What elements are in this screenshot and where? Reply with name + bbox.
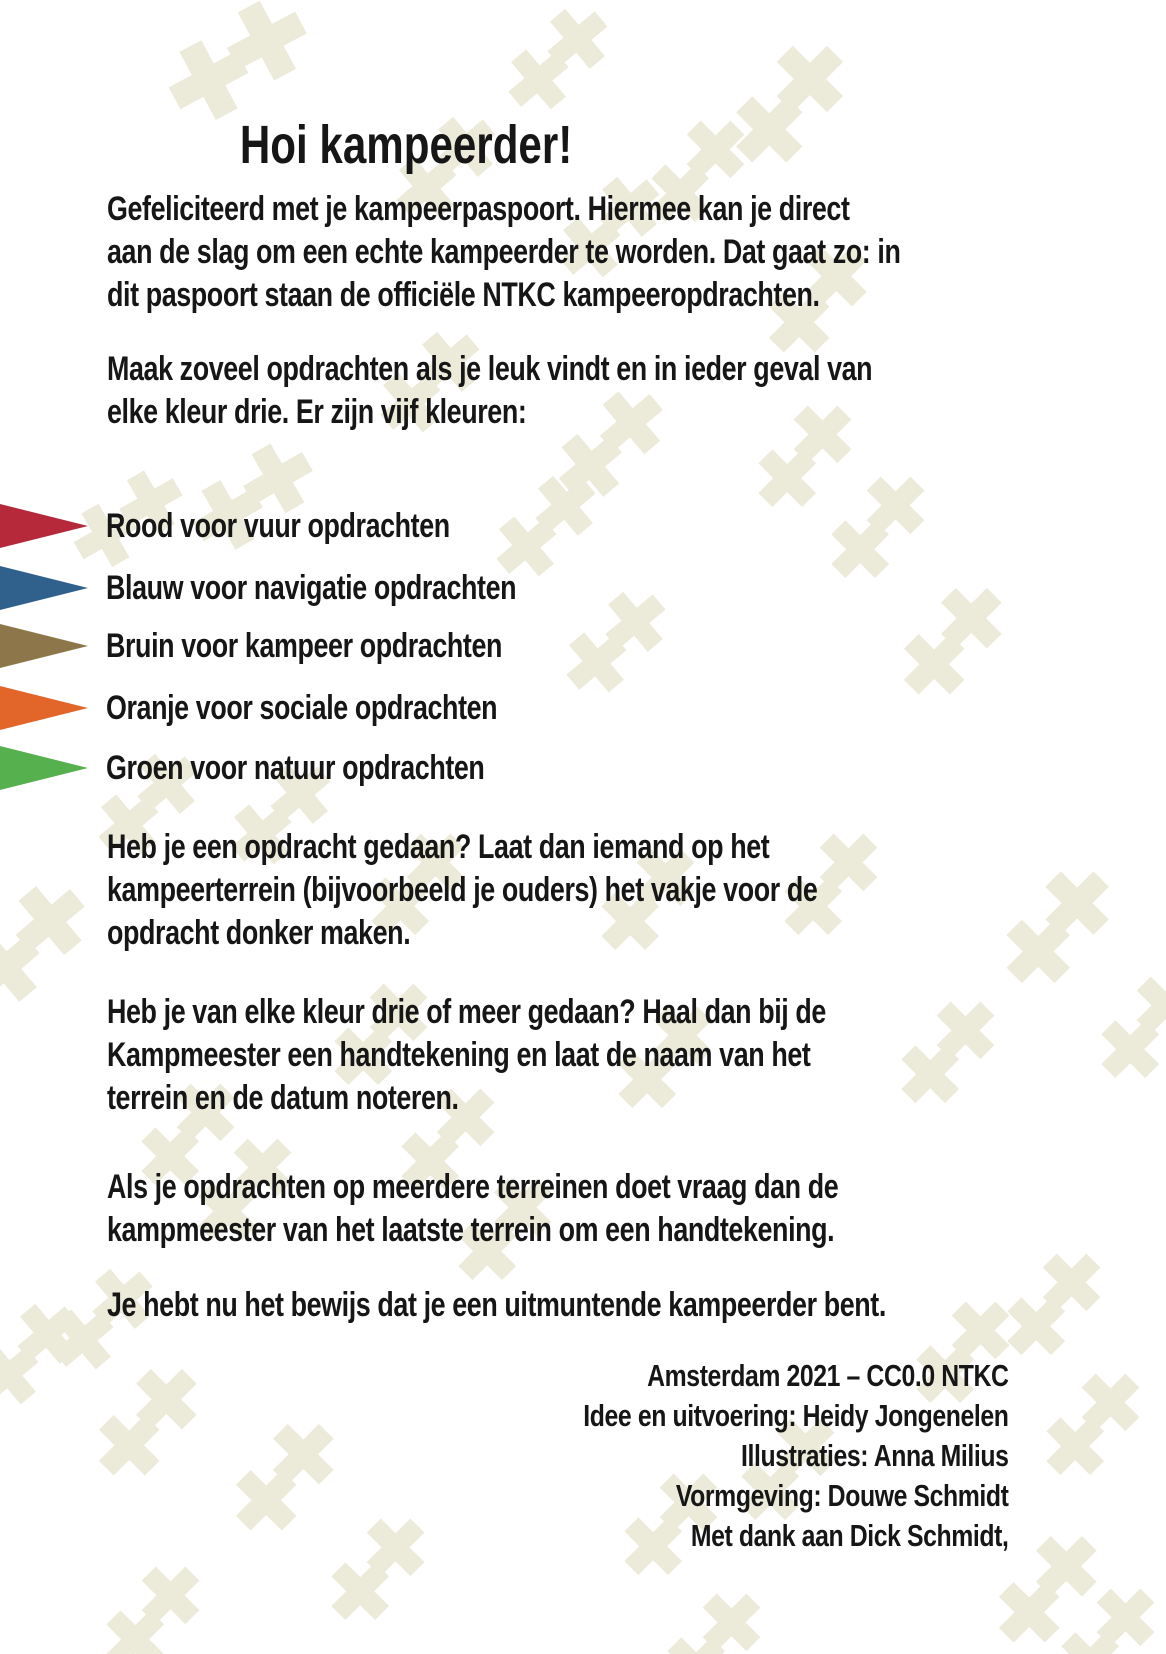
flag-pennant-icon bbox=[0, 566, 88, 610]
plus-shape bbox=[688, 1579, 776, 1654]
hash-watermark-icon bbox=[155, 0, 325, 133]
closing-paragraph bbox=[107, 1284, 886, 1327]
hash-watermark-icon bbox=[885, 988, 1015, 1118]
hash-watermark-icon bbox=[315, 1505, 445, 1635]
credit-line: Amsterdam 2021 – CC0.0 NTKC bbox=[646, 1358, 1008, 1393]
paragraph-line: Heb je een opdracht gedaan? Laat dan iemand op het bbox=[107, 828, 770, 866]
credit-line: Vormgeving: Douwe Schmidt bbox=[675, 1478, 1008, 1513]
flag-pennant-icon bbox=[0, 746, 88, 790]
hash-watermark-icon bbox=[1085, 963, 1166, 1093]
signature-paragraph bbox=[107, 991, 826, 1120]
hash-watermark-icon bbox=[493, 0, 626, 123]
legend-label: Groen voor natuur opdrachten bbox=[106, 748, 485, 787]
credit-line: Idee en uitvoering: Heidy Jongenelen bbox=[582, 1398, 1008, 1433]
paragraph-line: kampmeester van het laatste terrein om een handtekening. bbox=[107, 1211, 835, 1249]
hash-watermark-icon bbox=[219, 1410, 356, 1547]
intro-paragraph bbox=[107, 188, 900, 317]
flag-pennant-icon bbox=[0, 624, 88, 668]
hash-watermark-icon bbox=[815, 463, 945, 593]
multiple-terrains-paragraph bbox=[107, 1166, 838, 1252]
paragraph-line: Gefeliciteerd met je kampeerpaspoort. Hiermee kan je direct bbox=[107, 190, 850, 228]
hash-watermark-icon bbox=[1030, 1360, 1160, 1490]
paragraph-line: dit paspoort staan de officiële NTKC kampeeropdrachten. bbox=[107, 276, 820, 314]
paragraph-line: opdracht donker maken. bbox=[107, 914, 411, 952]
hash-watermark-icon bbox=[82, 1355, 219, 1492]
paragraph-line: Kampmeester een handtekening en laat de naam van het bbox=[107, 1036, 811, 1074]
credit-line: Illustraties: Anna Milius bbox=[740, 1438, 1008, 1473]
legend-item-bruin bbox=[0, 624, 607, 668]
legend-label: Rood voor vuur opdrachten bbox=[106, 506, 450, 545]
legend-item-rood bbox=[0, 504, 541, 548]
legend-label: Bruin voor kampeer opdrachten bbox=[106, 626, 503, 665]
paragraph-line: Je hebt nu het bewijs dat je een uitmuntende kampeerder bent. bbox=[107, 1286, 886, 1324]
paragraph-line: kampeerterrein (bijvoorbeeld je ouders) het vakje voor de bbox=[107, 871, 818, 909]
paragraph-line: Als je opdrachten op meerdere terreinen doet vraag dan de bbox=[107, 1168, 839, 1206]
paragraph-line: terrein en de datum noteren. bbox=[107, 1079, 459, 1117]
credit-line: Met dank aan Dick Schmidt, bbox=[690, 1518, 1008, 1553]
hash-watermark-icon bbox=[988, 856, 1131, 999]
paragraph-line: elke kleur drie. Er zijn vijf kleuren: bbox=[107, 393, 527, 431]
paragraph-line: Maak zoveel opdrachten als je leuk vindt en in ieder geval van bbox=[107, 350, 873, 388]
credits-block bbox=[583, 1356, 1008, 1556]
page-title: Hoi kampeerder! bbox=[239, 115, 573, 176]
paragraph-line: aan de slag om een echte kampeerder te worden. Dat gaat zo: in bbox=[107, 233, 901, 271]
legend-item-blauw bbox=[0, 566, 625, 610]
hash-watermark-icon bbox=[651, 1580, 781, 1654]
paragraph-line: Heb je van elke kleur drie of meer gedaan? Haal dan bij de bbox=[107, 993, 826, 1031]
legend-label: Blauw voor navigatie opdrachten bbox=[106, 568, 517, 607]
flag-pennant-icon bbox=[0, 686, 88, 730]
hash-watermark-icon bbox=[90, 1553, 220, 1654]
legend-label: Oranje voor sociale opdrachten bbox=[106, 688, 498, 727]
legend-item-groen bbox=[0, 746, 585, 790]
hash-watermark-icon bbox=[887, 574, 1024, 711]
legend-item-oranje bbox=[0, 686, 601, 730]
task-done-paragraph bbox=[107, 826, 817, 955]
flag-pennant-icon bbox=[0, 504, 88, 548]
hash-watermark-icon bbox=[0, 872, 107, 1017]
instructions-paragraph bbox=[107, 348, 872, 434]
